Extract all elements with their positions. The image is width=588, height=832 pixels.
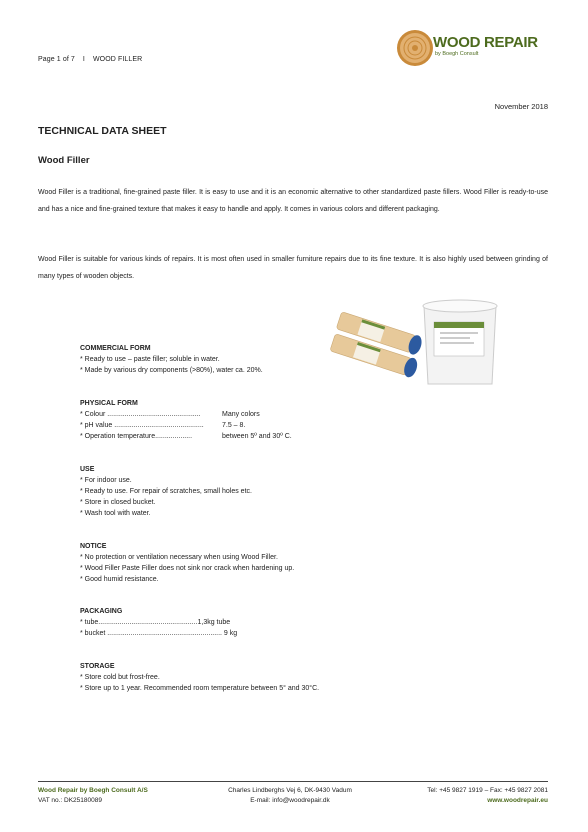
property-row	[80, 431, 292, 442]
product-photo	[328, 296, 500, 394]
property-value: between 5º and 30º C.	[222, 433, 292, 440]
property-row	[80, 420, 246, 431]
physical-form-heading: PHYSICAL FORM	[80, 400, 138, 407]
notice-section	[80, 541, 294, 585]
notice-heading: NOTICE	[80, 543, 107, 550]
list-item: * Ready to use – paste filler; soluble in water.	[80, 356, 220, 363]
document-date: November 2018	[494, 102, 548, 111]
footer-contact	[210, 786, 370, 806]
product-name: Wood Filler	[38, 155, 90, 166]
list-item: * Good humid resistance.	[80, 576, 159, 583]
page-header	[38, 56, 142, 63]
property-label: * Colour ................................................	[80, 411, 201, 418]
footer-company	[38, 786, 148, 806]
physical-form-section	[80, 398, 292, 442]
list-item: * Made by various dry components (>80%), water ca. 20%.	[80, 367, 263, 374]
commercial-form-section	[80, 343, 263, 376]
website-link[interactable]: www.woodrepair.eu	[487, 797, 548, 804]
property-label: * Operation temperature...................	[80, 433, 193, 440]
list-item: * tube...................................................1,3kg tube	[80, 619, 231, 626]
use-heading: USE	[80, 466, 95, 473]
list-item: * Wash tool with water.	[80, 510, 151, 517]
property-value: 7.5 – 8.	[222, 422, 246, 429]
phone-fax: Tel: +45 9827 1919 – Fax: +45 9827 2081	[427, 787, 548, 794]
usage-paragraph: Wood Filler is suitable for various kinds of repairs. It is most often used in smaller furniture repairs due to its fine texture. It is also highly used between grinding of many types of wooden objects.	[38, 256, 548, 280]
storage-heading: STORAGE	[80, 663, 115, 670]
packaging-section	[80, 606, 237, 639]
company-name: Wood Repair by Boegh Consult A/S	[38, 787, 148, 794]
header-separator: I	[82, 56, 85, 63]
list-item: * Store cold but frost-free.	[80, 674, 160, 681]
storage-section	[80, 661, 319, 694]
document-name: WOOD FILLER	[92, 56, 143, 63]
list-item: * Store up to 1 year. Recommended room temperature between 5° and 30°C.	[80, 685, 320, 692]
footer-phone	[427, 786, 548, 806]
logo-name: WOOD REPAIR	[433, 34, 538, 51]
list-item: * Wood Filler Paste Filler does not sink nor crack when hardening up.	[80, 565, 295, 572]
company-logo	[433, 35, 538, 58]
logo-tagline: by Boegh Consult	[435, 51, 479, 57]
use-section	[80, 464, 252, 519]
list-item: * For indoor use.	[80, 477, 132, 484]
packaging-heading: PACKAGING	[80, 608, 123, 615]
commercial-form-heading: COMMERCIAL FORM	[80, 345, 151, 352]
property-label: * pH value ..............................................	[80, 422, 204, 429]
list-item: * No protection or ventilation necessary when using Wood Filler.	[80, 554, 278, 561]
list-item: * Ready to use. For repair of scratches, small holes etc.	[80, 488, 252, 495]
intro-paragraph: Wood Filler is a traditional, fine-grained paste filler. It is easy to use and it is an economic alternative to other standardized paste fillers. Wood Filler is ready-to-use and has a nice and fine-grained texture that makes it easy to handle and apply. It comes in various colors and different packaging.	[38, 189, 548, 213]
list-item: * bucket ........................................................... 9 kg	[80, 630, 238, 637]
email-link[interactable]: E-mail: info@woodrepair.dk	[250, 797, 330, 804]
property-value: Many colors	[222, 411, 260, 418]
footer-divider	[38, 781, 548, 782]
page-number: Page 1 of 7	[38, 56, 75, 63]
vat-number: VAT no.: DK25180089	[38, 797, 102, 804]
address: Charles Lindberghs Vej 6, DK-9430 Vadum	[228, 787, 352, 794]
list-item: * Store in closed bucket.	[80, 499, 156, 506]
property-row	[80, 409, 260, 420]
page-title: TECHNICAL DATA SHEET	[38, 125, 167, 137]
